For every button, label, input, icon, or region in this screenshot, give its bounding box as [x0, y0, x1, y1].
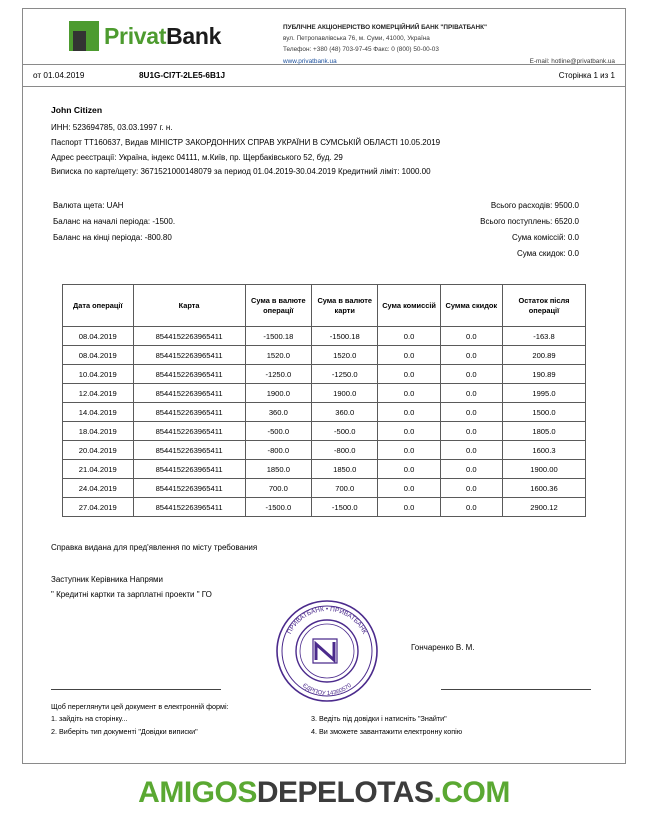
- table-cell: 12.04.2019: [63, 384, 134, 403]
- table-cell: 08.04.2019: [63, 346, 134, 365]
- table-cell: 0.0: [440, 384, 502, 403]
- table-cell: 1500.0: [502, 403, 585, 422]
- table-cell: -1250.0: [312, 365, 378, 384]
- help-step-4: 4. Ви зможете завантажити електронну копію: [311, 726, 463, 736]
- table-cell: 0.0: [378, 422, 440, 441]
- table-cell: 0.0: [440, 403, 502, 422]
- table-row: [63, 365, 586, 384]
- help-step-3: 3. Ведіть під довідки і натисніть "Знайти": [311, 714, 447, 724]
- transactions-table: [62, 284, 586, 517]
- bank-website-link[interactable]: www.privatbank.ua: [283, 57, 337, 65]
- table-cell: 0.0: [378, 365, 440, 384]
- table-cell: 0.0: [378, 327, 440, 346]
- bank-contact-info: [283, 19, 615, 67]
- table-cell: 8544152263965411: [133, 365, 245, 384]
- help-title: Щоб переглянути цей документ в електронній формі:: [51, 701, 229, 711]
- table-cell: -1500.18: [245, 327, 311, 346]
- table-row: [63, 346, 586, 365]
- customer-inn: ИНН: 523694785, 03.03.1997 г. н.: [51, 123, 173, 132]
- col-date: Дата операції: [63, 285, 134, 327]
- privatbank-logo: [33, 19, 283, 51]
- table-cell: 0.0: [378, 403, 440, 422]
- col-discount: Сумма скидок: [440, 285, 502, 327]
- table-row: [63, 327, 586, 346]
- table-cell: 24.04.2019: [63, 479, 134, 498]
- table-cell: 0.0: [440, 346, 502, 365]
- document-reference-code: 8U1G-CI7T-2LE5-6B1J: [139, 71, 226, 80]
- table-cell: 360.0: [312, 403, 378, 422]
- table-cell: 10.04.2019: [63, 365, 134, 384]
- table-cell: 8544152263965411: [133, 498, 245, 517]
- table-row: [63, 460, 586, 479]
- help-step-2: 2. Виберіть тип документі "Довідки виписки": [51, 726, 198, 736]
- summary-total-discounts: Сума скидок: 0.0: [516, 249, 579, 259]
- table-row: [63, 498, 586, 517]
- table-cell: 0.0: [440, 422, 502, 441]
- privatbank-logo-icon: [69, 21, 99, 51]
- table-cell: 21.04.2019: [63, 460, 134, 479]
- summary-closing-balance: Баланс на кінці періода: -800.80: [53, 233, 172, 243]
- col-card: Карта: [133, 285, 245, 327]
- table-cell: 0.0: [378, 498, 440, 517]
- table-cell: -500.0: [312, 422, 378, 441]
- table-cell: 8544152263965411: [133, 479, 245, 498]
- issued-for-note: Справка видана для пред'явлення по місту требования: [51, 543, 258, 553]
- table-row: [63, 422, 586, 441]
- table-header-row: [63, 285, 586, 327]
- table-cell: 1520.0: [312, 346, 378, 365]
- table-cell: 8544152263965411: [133, 441, 245, 460]
- customer-registration: Адрес реєстрації: Україна, індекс 04111, м.Київ, пр. Щербаківського 52, буд. 29: [51, 152, 343, 162]
- table-cell: 0.0: [378, 384, 440, 403]
- table-cell: 0.0: [440, 327, 502, 346]
- table-cell: 360.0: [245, 403, 311, 422]
- bank-legal-name: ПУБЛІЧНЕ АКЦІОНЕРІСТВО КОМЕРЦІЙНИЙ БАНК "ПРІВАТБАНК": [283, 24, 488, 31]
- table-cell: -500.0: [245, 422, 311, 441]
- table-cell: 0.0: [440, 479, 502, 498]
- table-cell: -1250.0: [245, 365, 311, 384]
- bank-phones: Телефон: +380 (48) 703-97-45 Факс: 0 (800) 50-00-03: [283, 46, 439, 54]
- table-cell: 1850.0: [312, 460, 378, 479]
- table-cell: 0.0: [378, 460, 440, 479]
- summary-currency: Валюта щета: UAH: [53, 201, 124, 211]
- table-cell: 1850.0: [245, 460, 311, 479]
- electronic-copy-help: [51, 701, 625, 739]
- table-cell: 1900.0: [312, 384, 378, 403]
- col-amount-card: Сума в валюте карти: [312, 285, 378, 327]
- table-cell: 700.0: [312, 479, 378, 498]
- signer-position-line1: Заступник Керівника Напрями: [51, 575, 164, 585]
- table-cell: 2900.12: [502, 498, 585, 517]
- customer-passport: Паспорт ТТ160637, Видав МІНІСТР ЗАКОРДОННИХ СПРАВ УКРАЇНИ В СУМСЬКІЙ ОБЛАСТІ 10.05.2019: [51, 137, 441, 147]
- table-cell: 8544152263965411: [133, 384, 245, 403]
- table-cell: -1500.0: [312, 498, 378, 517]
- table-cell: 1900.0: [245, 384, 311, 403]
- table-cell: 1900.00: [502, 460, 585, 479]
- table-cell: 0.0: [440, 460, 502, 479]
- signature-lines: [51, 689, 591, 690]
- signer-position-line2: " Кредитні картки та зарплатні проекти " ГО: [51, 590, 212, 600]
- table-cell: 8544152263965411: [133, 460, 245, 479]
- statement-account-line: Виписка по карте/щету: 3671521000148079 за период 01.04.2019-30.04.2019 Кредитний ліміт: 1000.00: [51, 167, 431, 177]
- table-row: [63, 479, 586, 498]
- summary-total-income: Всього поступлень: 6520.0: [480, 217, 579, 227]
- table-cell: 1520.0: [245, 346, 311, 365]
- table-row: [63, 384, 586, 403]
- document-subheader: [23, 65, 625, 87]
- table-cell: 0.0: [378, 479, 440, 498]
- watermark-part-3: .COM: [433, 776, 510, 809]
- table-row: [63, 403, 586, 422]
- page-indicator: Сторінка 1 из 1: [558, 71, 615, 80]
- summary-total-commission: Сума коміссій: 0.0: [511, 233, 579, 243]
- table-cell: 0.0: [440, 365, 502, 384]
- table-cell: 0.0: [440, 498, 502, 517]
- table-cell: 1995.0: [502, 384, 585, 403]
- summary-section: [51, 198, 597, 262]
- table-cell: 190.89: [502, 365, 585, 384]
- table-cell: 8544152263965411: [133, 346, 245, 365]
- logo-text-bank: Bank: [166, 22, 222, 49]
- table-cell: 1805.0: [502, 422, 585, 441]
- svg-text:ПРИВАТБАНК • ПРИВАТБАНК: ПРИВАТБАНК • ПРИВАТБАНК: [286, 605, 368, 635]
- document-body: [23, 87, 625, 262]
- logo-wordmark: [104, 23, 221, 50]
- watermark: [0, 776, 648, 810]
- table-cell: 27.04.2019: [63, 498, 134, 517]
- bank-statement: [22, 8, 626, 764]
- help-step-1: 1. зайдіть на сторінку...: [51, 714, 128, 724]
- stamp-and-signature-area: [23, 603, 625, 695]
- summary-balances: [51, 198, 346, 262]
- summary-total-expenses: Всього расходів: 9500.0: [490, 201, 579, 211]
- table-cell: 1600.36: [502, 479, 585, 498]
- svg-text:ЄДРПОУ 14360570: ЄДРПОУ 14360570: [301, 682, 353, 697]
- bank-stamp-icon: [275, 599, 379, 703]
- watermark-part-1: AMIGOS: [138, 776, 257, 809]
- table-cell: 0.0: [378, 441, 440, 460]
- table-cell: -163.8: [502, 327, 585, 346]
- table-cell: 700.0: [245, 479, 311, 498]
- col-commission: Сума комиссій: [378, 285, 440, 327]
- document-header: [23, 9, 625, 65]
- table-cell: -1500.0: [245, 498, 311, 517]
- table-row: [63, 441, 586, 460]
- signer-name: Гончаренко В. М.: [411, 642, 475, 652]
- col-balance: Остаток після операції: [502, 285, 585, 327]
- table-cell: 8544152263965411: [133, 422, 245, 441]
- col-amount-operation: Сума в валюте операції: [245, 285, 311, 327]
- bank-email: E-mail: hotline@privatbank.ua: [529, 57, 615, 65]
- table-cell: 14.04.2019: [63, 403, 134, 422]
- bank-address: вул. Петропавлівська 76, м. Суми, 41000, Україна: [283, 35, 430, 43]
- signature-line-left: [51, 689, 221, 690]
- table-cell: 200.89: [502, 346, 585, 365]
- table-cell: 20.04.2019: [63, 441, 134, 460]
- table-cell: -800.0: [245, 441, 311, 460]
- summary-totals: [346, 198, 597, 262]
- table-cell: 1600.3: [502, 441, 585, 460]
- summary-opening-balance: Баланс на началі періода: -1500.: [53, 217, 176, 227]
- signature-line-right: [441, 689, 591, 690]
- table-cell: 0.0: [378, 346, 440, 365]
- watermark-part-2: DEPELOTAS: [256, 776, 434, 809]
- table-cell: 8544152263965411: [133, 403, 245, 422]
- document-date: от 01.04.2019: [33, 71, 85, 80]
- logo-text-privat: Privat: [104, 22, 167, 49]
- table-cell: -1500.18: [312, 327, 378, 346]
- table-cell: -800.0: [312, 441, 378, 460]
- customer-name: John Citizen: [51, 105, 103, 115]
- table-cell: 08.04.2019: [63, 327, 134, 346]
- table-cell: 0.0: [440, 441, 502, 460]
- table-cell: 18.04.2019: [63, 422, 134, 441]
- table-cell: 8544152263965411: [133, 327, 245, 346]
